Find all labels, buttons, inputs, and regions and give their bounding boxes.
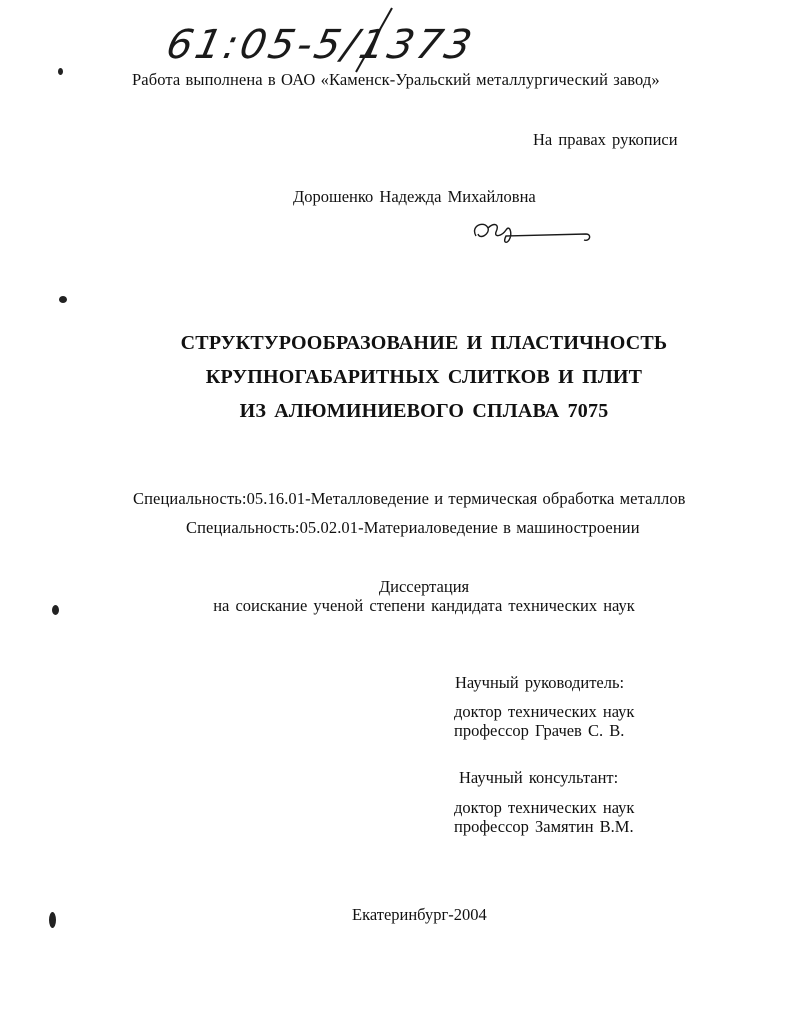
dissertation-type: Диссертация <box>378 577 470 596</box>
rights-note: На правах рукописи <box>533 130 678 149</box>
supervisor-heading: Научный руководитель: <box>455 673 625 692</box>
consultant-heading: Научный консультант: <box>459 768 619 787</box>
title-line-1: СТРУКТУРООБРАЗОВАНИЕ И ПЛАСТИЧНОСТЬ <box>180 332 668 354</box>
title-line-2: КРУПНОГАБАРИТНЫХ СЛИТКОВ И ПЛИТ <box>205 366 643 388</box>
punch-hole-mark <box>59 296 67 303</box>
organization-line: Работа выполнена в ОАО «Каменск-Уральский металлургический завод» <box>132 70 660 89</box>
consultant-degree: доктор технических наук <box>454 798 635 817</box>
author-name: Дорошенко Надежда Михайловна <box>293 187 536 206</box>
title-line-3: ИЗ АЛЮМИНИЕВОГО СПЛАВА 7075 <box>239 400 609 422</box>
specialty-2: Специальность:05.02.01-Материаловедение в машиностроении <box>186 518 640 537</box>
specialty-1: Специальность:05.16.01-Металловедение и термическая обработка металлов <box>133 489 686 508</box>
supervisor-degree: доктор технических наук <box>454 702 635 721</box>
author-signature <box>466 214 596 254</box>
punch-hole-mark <box>58 68 63 75</box>
city-year: Екатеринбург-2004 <box>352 905 487 924</box>
handwritten-catalog-number <box>160 4 480 74</box>
punch-hole-mark <box>49 912 56 928</box>
handwritten-catalog-number-text: 61:05-5/1373 <box>162 20 479 68</box>
consultant-name: профессор Замятин В.М. <box>454 817 634 836</box>
supervisor-name: профессор Грачев С. В. <box>454 721 625 740</box>
dissertation-purpose: на соискание ученой степени кандидата технических наук <box>213 596 635 615</box>
